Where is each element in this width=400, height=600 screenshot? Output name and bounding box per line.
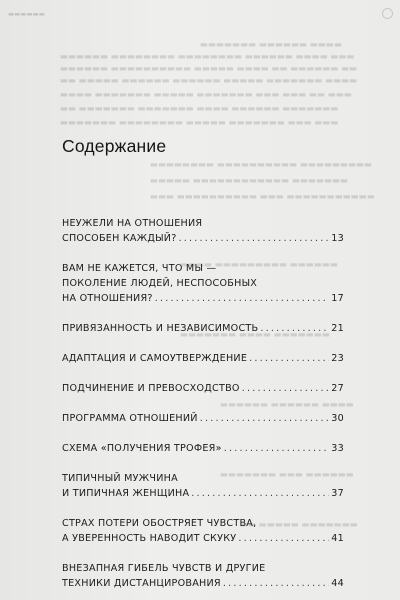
toc-entry <box>62 471 344 516</box>
toc-page-number: 21 <box>331 323 344 334</box>
toc-entry <box>62 441 344 471</box>
toc-leader-dots <box>260 321 329 336</box>
toc-entry-title-line: ВАМ НЕ КАЖЕТСЯ, ЧТО МЫ — <box>62 263 217 274</box>
toc-leader-dots <box>200 411 330 426</box>
toc-leader-dots <box>238 531 329 546</box>
show-through-mark <box>382 8 393 19</box>
toc-entry <box>62 561 344 600</box>
toc-entry-title-line: НА ОТНОШЕНИЯ? <box>62 293 153 304</box>
toc-entry <box>62 321 344 351</box>
toc-entry-last-line <box>62 381 344 396</box>
toc-entry-title-line: ПРОГРАММА ОТНОШЕНИЙ <box>62 413 198 424</box>
toc-entry-title-line: ПОКОЛЕНИЕ ЛЮДЕЙ, НЕСПОСОБНЫХ <box>62 278 258 289</box>
toc-page-number: 17 <box>331 293 344 304</box>
toc-page-number: 44 <box>331 578 344 589</box>
toc-entry-title-line: ТЕХНИКИ ДИСТАНЦИРОВАНИЯ <box>62 578 221 589</box>
toc-entry <box>62 216 344 261</box>
toc-entry <box>62 381 344 411</box>
toc-entry-title-line: СПОСОБЕН КАЖДЫЙ? <box>62 233 177 244</box>
toc-entry <box>62 261 344 321</box>
toc-leader-dots <box>249 351 329 366</box>
toc-page-number: 30 <box>331 413 344 424</box>
toc-page-number: 41 <box>331 533 344 544</box>
toc-title: Содержание <box>62 136 167 156</box>
toc-list <box>62 216 344 600</box>
toc-entry <box>62 351 344 381</box>
toc-page-number: 37 <box>331 488 344 499</box>
toc-entry-title-line: ПОДЧИНЕНИЕ И ПРЕВОСХОДСТВО <box>62 383 240 394</box>
toc-page-number: 13 <box>331 233 344 244</box>
toc-entry-title-line: ВНЕЗАПНАЯ ГИБЕЛЬ ЧУВСТВ И ДРУГИЕ <box>62 563 266 574</box>
toc-leader-dots <box>155 291 330 306</box>
toc-entry-title-line: И ТИПИЧНАЯ ЖЕНЩИНА <box>62 488 190 499</box>
toc-entry-last-line <box>62 576 344 591</box>
toc-leader-dots <box>191 486 329 501</box>
toc-leader-dots <box>242 381 330 396</box>
toc-leader-dots <box>179 231 330 246</box>
toc-entry-last-line <box>62 291 344 306</box>
toc-entry-title-line: ПРИВЯЗАННОСТЬ И НЕЗАВИСИМОСТЬ <box>62 323 259 334</box>
show-through-header: ▬▬▬▬▬▬ <box>8 10 45 18</box>
toc-entry-last-line <box>62 411 344 426</box>
toc-entry-title-line: А УВЕРЕННОСТЬ НАВОДИТ СКУКУ <box>62 533 237 544</box>
toc-entry <box>62 516 344 561</box>
toc-entry-title-line: НЕУЖЕЛИ НА ОТНОШЕНИЯ <box>62 218 203 229</box>
toc-page-number: 27 <box>331 383 344 394</box>
show-through-texture: ▬▬▬▬ ▬▬▬▬▬▬ ▬▬▬▬▬▬▬ ▬▬▬ ▬▬▬▬ ▬▬▬▬▬▬ ▬▬▬▬▬▬▬▬ ▬▬▬▬▬▬▬▬ ▬▬▬▬▬▬ ▬▬ ▬▬▬▬▬▬ ▬▬ ▬▬▬▬ ▬▬▬▬▬ ▬▬▬▬▬▬▬▬▬▬ ▬▬▬▬▬▬ ▬▬▬▬ ▬▬▬▬▬▬▬ ▬▬▬▬▬ ▬▬▬▬▬▬ ▬▬▬▬▬▬ ▬▬▬▬▬ ▬▬ ▬▬▬ ▬▬ ▬▬▬ ▬▬▬ ▬▬▬▬▬▬▬ ▬▬▬▬▬ ▬▬▬▬▬▬▬ ▬▬▬▬ ▬▬▬▬▬▬▬ ▬▬▬▬▬▬ ▬▬▬▬ ▬▬▬▬▬▬▬ ▬▬▬▬▬▬▬ ▬▬ ▬▬▬ ▬▬▬ ▬▬▬▬▬▬▬ ▬▬▬▬▬ ▬▬▬▬▬▬▬▬ ▬▬▬▬▬▬▬ ▬▬▬▬▬▬▬▬▬ ▬▬▬▬▬▬▬▬▬▬ ▬▬▬▬▬▬▬▬ ▬▬▬▬▬▬▬ ▬▬▬▬▬▬▬▬▬▬▬▬ ▬▬▬▬▬ ▬▬▬▬▬▬▬▬▬▬▬ ▬▬▬ ▬▬▬▬▬▬▬▬▬▬ ▬▬▬ ▬▬▬▬▬▬ ▬▬▬▬▬▬▬▬▬ ▬▬▬▬ ▬▬▬▬▬▬▬ ▬▬▬▬ ▬▬▬▬▬▬▬ ▬▬▬▬ ▬▬▬▬▬▬ ▬▬▬▬▬▬ ▬▬▬▬▬▬ ▬▬▬ ▬▬▬▬▬▬▬ ▬▬▬▬▬▬▬ ▬▬▬▬▬ ▬▬ <box>60 40 375 530</box>
toc-entry-title-line: АДАПТАЦИЯ И САМОУТВЕРЖДЕНИЕ <box>62 353 248 364</box>
toc-entry-title-line: ТИПИЧНЫЙ МУЖЧИНА <box>62 473 178 484</box>
toc-leader-dots <box>224 441 330 456</box>
toc-entry-last-line <box>62 441 344 456</box>
toc-entry-last-line <box>62 531 344 546</box>
toc-entry-last-line <box>62 231 344 246</box>
toc-entry-title-line: СХЕМА «ПОЛУЧЕНИЯ ТРОФЕЯ» <box>62 443 222 454</box>
toc-leader-dots <box>223 576 329 591</box>
toc-page-number: 23 <box>331 353 344 364</box>
toc-entry-last-line <box>62 321 344 336</box>
toc-entry-last-line <box>62 486 344 501</box>
toc-entry <box>62 411 344 441</box>
toc-entry-last-line <box>62 351 344 366</box>
toc-page-number: 33 <box>331 443 344 454</box>
toc-entry-title-line: СТРАХ ПОТЕРИ ОБОСТРЯЕТ ЧУВСТВА, <box>62 518 257 529</box>
